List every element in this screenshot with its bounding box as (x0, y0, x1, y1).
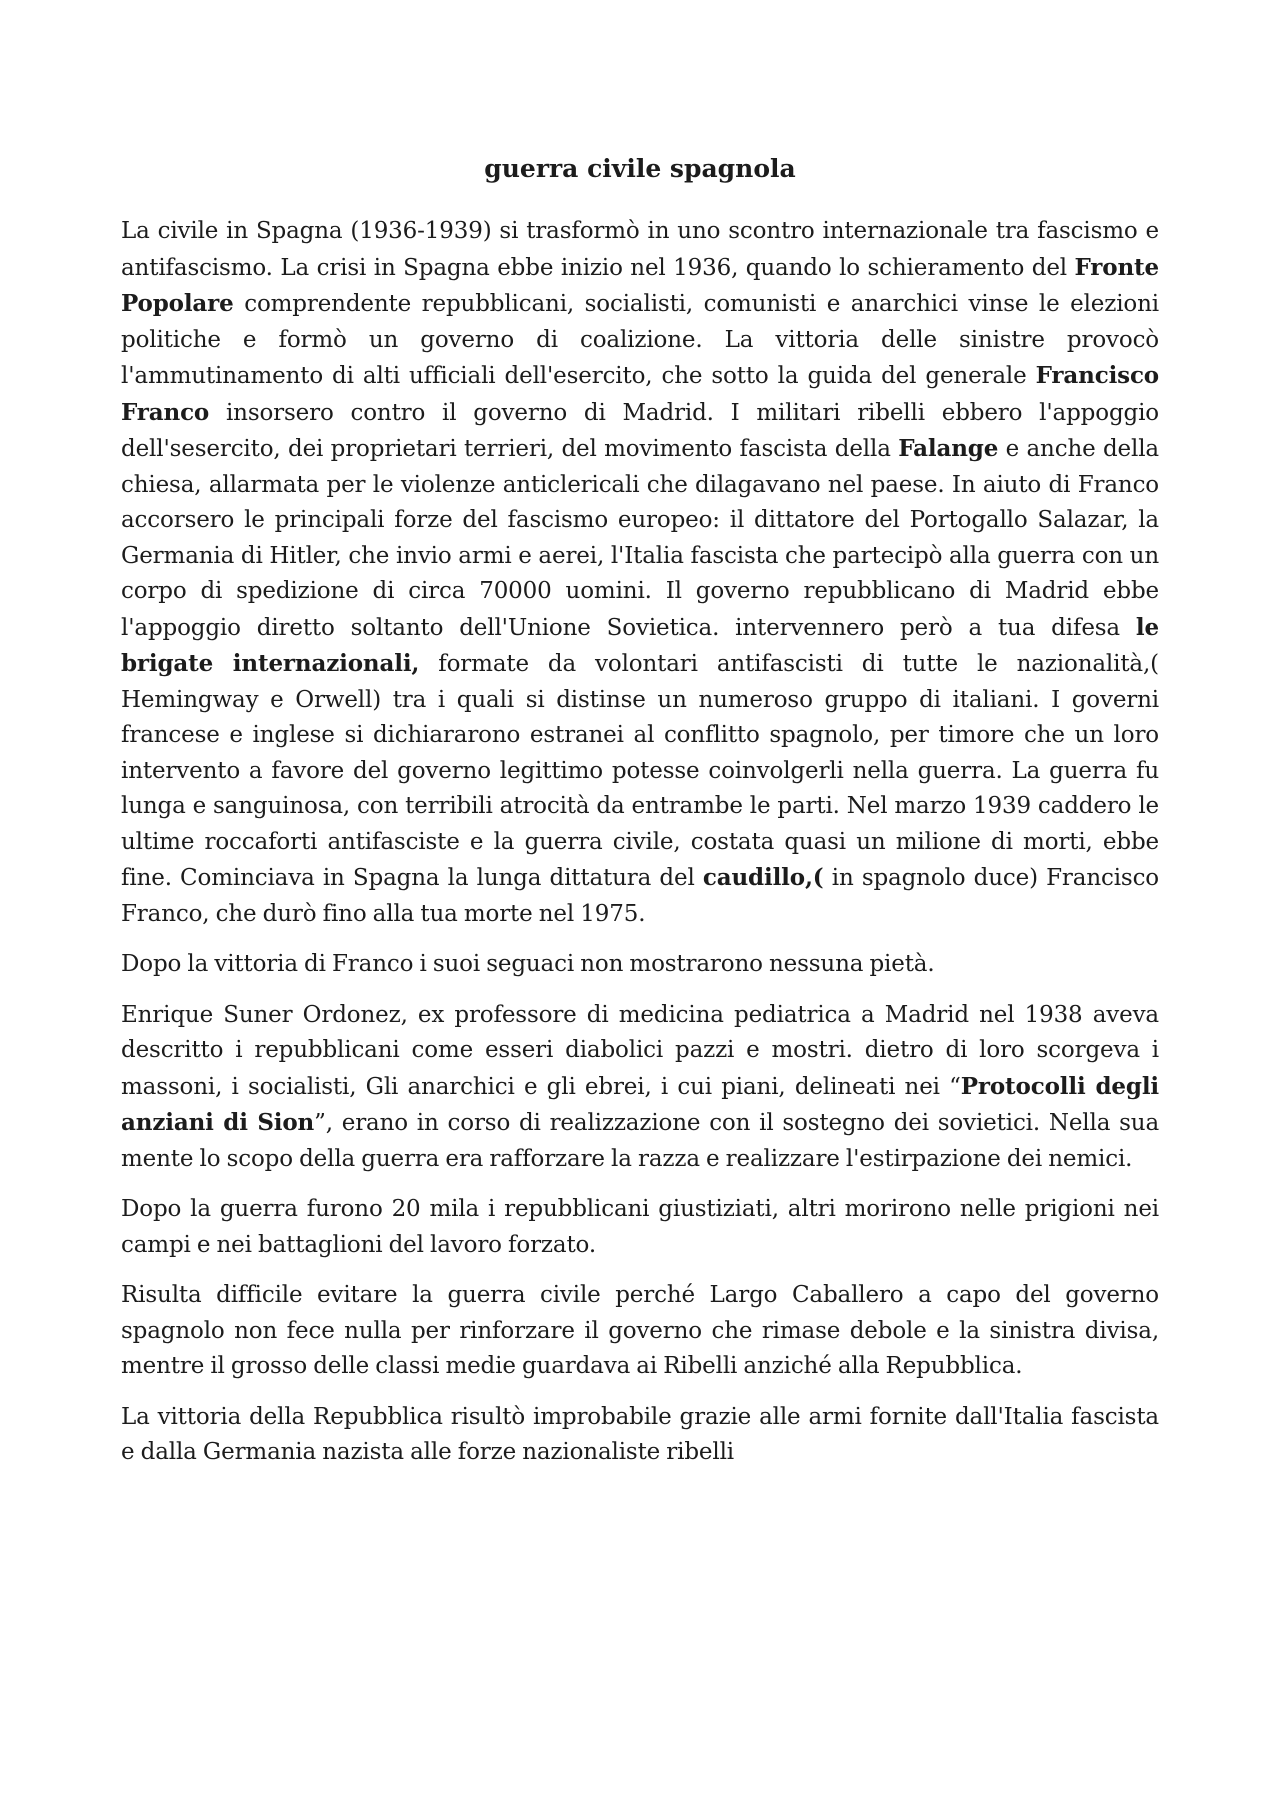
paragraph-text: Dopo la vittoria di Franco i suoi seguaci non mostrarono nessuna pietà. (121, 951, 935, 977)
bold-text: Francisco Franco (121, 362, 1159, 426)
paragraph-text: Dopo la guerra furono 20 mila i repubblicani giustiziati, altri morirono nelle prigioni nei campi e nei battaglioni del lavoro forzato. (121, 1196, 1159, 1258)
paragraph-text: Enrique Suner Ordonez, ex professore di medicina pediatrica a Madrid nel 1938 aveva descritto i repubblicani come esseri diabolici pazzi e mostri. dietro di loro scorgeva i massoni, i socialisti, Gli anarchici e gli ebrei, i cui piani, delineati nei “ (121, 1001, 1159, 1100)
bold-text: Falange (898, 435, 999, 462)
bold-text: Fronte Popolare (121, 253, 1159, 317)
paragraph-text: comprendente repubblicani, socialisti, comunisti e anarchici vinse le elezioni politiche e formò un governo di coalizione. La vittoria delle sinistre provocò l'ammutinamento di alti ufficiali dell'esercito, che sotto la guida del generale (121, 291, 1159, 389)
paragraph-text: La vittoria della Repubblica risultò improbabile grazie alle armi fornite dall'Italia fascista e dalla Germania nazista alle forze nazionaliste ribelli (121, 1403, 1159, 1465)
paragraph-text: Risulta difficile evitare la guerra civile perché Largo Caballero a capo del governo spagnolo non fece nulla per rinforzare il governo che rimase debole e la sinistra divisa, mentre il grosso delle classi medie guardava ai Ribelli anziché alla Repubblica. (121, 1282, 1159, 1379)
paragraph (121, 998, 1159, 1178)
paragraph-text: La civile in Spagna (1936-1939) si trasformò in uno scontro internazionale tra fascismo e antifascismo. La crisi in Spagna ebbe inizio nel 1936, quando lo schieramento del (121, 218, 1159, 281)
bold-text: Protocolli degli anziani di Sion (121, 1072, 1160, 1136)
document-body (121, 214, 1159, 1486)
paragraph-text: formate da volontari antifascisti di tutte le nazionalità,( Hemingway e Orwell) tra i quali si distinse un numeroso gruppo di italiani. I governi francese e inglese si dichiararono estranei al conflitto spagnolo, per timore che un loro intervento a favore del governo legittimo potesse coinvolgerli nella guerra. La guerra fu lunga e sanguinosa, con terribili atrocità da entrambe le parti. Nel marzo 1939 caddero le ultime roccaforti antifasciste e la guerra civile, costata quasi un milione di morti, ebbe fine. Cominciava in Spagna la lunga dittatura del (121, 651, 1159, 891)
paragraph (121, 1400, 1159, 1471)
paragraph (121, 214, 1159, 932)
paragraph (121, 1192, 1159, 1263)
paragraph (121, 1278, 1159, 1385)
paragraph-text: in spagnolo duce) Francisco Franco, che durò fino alla tua morte nel 1975. (121, 865, 1160, 927)
document-title: guerra civile spagnola (484, 154, 796, 183)
paragraph-text: insorsero contro il governo di Madrid. I militari ribelli ebbero l'appoggio dell'sesercito, dei proprietari terrieri, del movimento fascista della (121, 399, 1159, 462)
paragraph-text: e anche della chiesa, allarmata per le violenze anticlericali che dilagavano nel paese. In aiuto di Franco accorsero le principali forze del fascismo europeo: il dittatore del Portogallo Salazar, la Germania di Hitler, che invio armi e aerei, l'Italia fascista che partecipò alla guerra con un corpo di spedizione di circa 70000 uomini. Il governo repubblicano di Madrid ebbe l'appoggio diretto soltanto dell'Unione Sovietica. intervennero però a tua difesa (121, 436, 1159, 641)
paragraph (121, 947, 1159, 983)
bold-text: caudillo,( (702, 864, 824, 891)
bold-text: le brigate internazionali, (121, 613, 1159, 677)
paragraph-text: ”, erano in corso di realizzazione con il sostegno dei sovietici. Nella sua mente lo scopo della guerra era rafforzare la razza e realizzare l'estirpazione dei nemici. (121, 1110, 1160, 1172)
